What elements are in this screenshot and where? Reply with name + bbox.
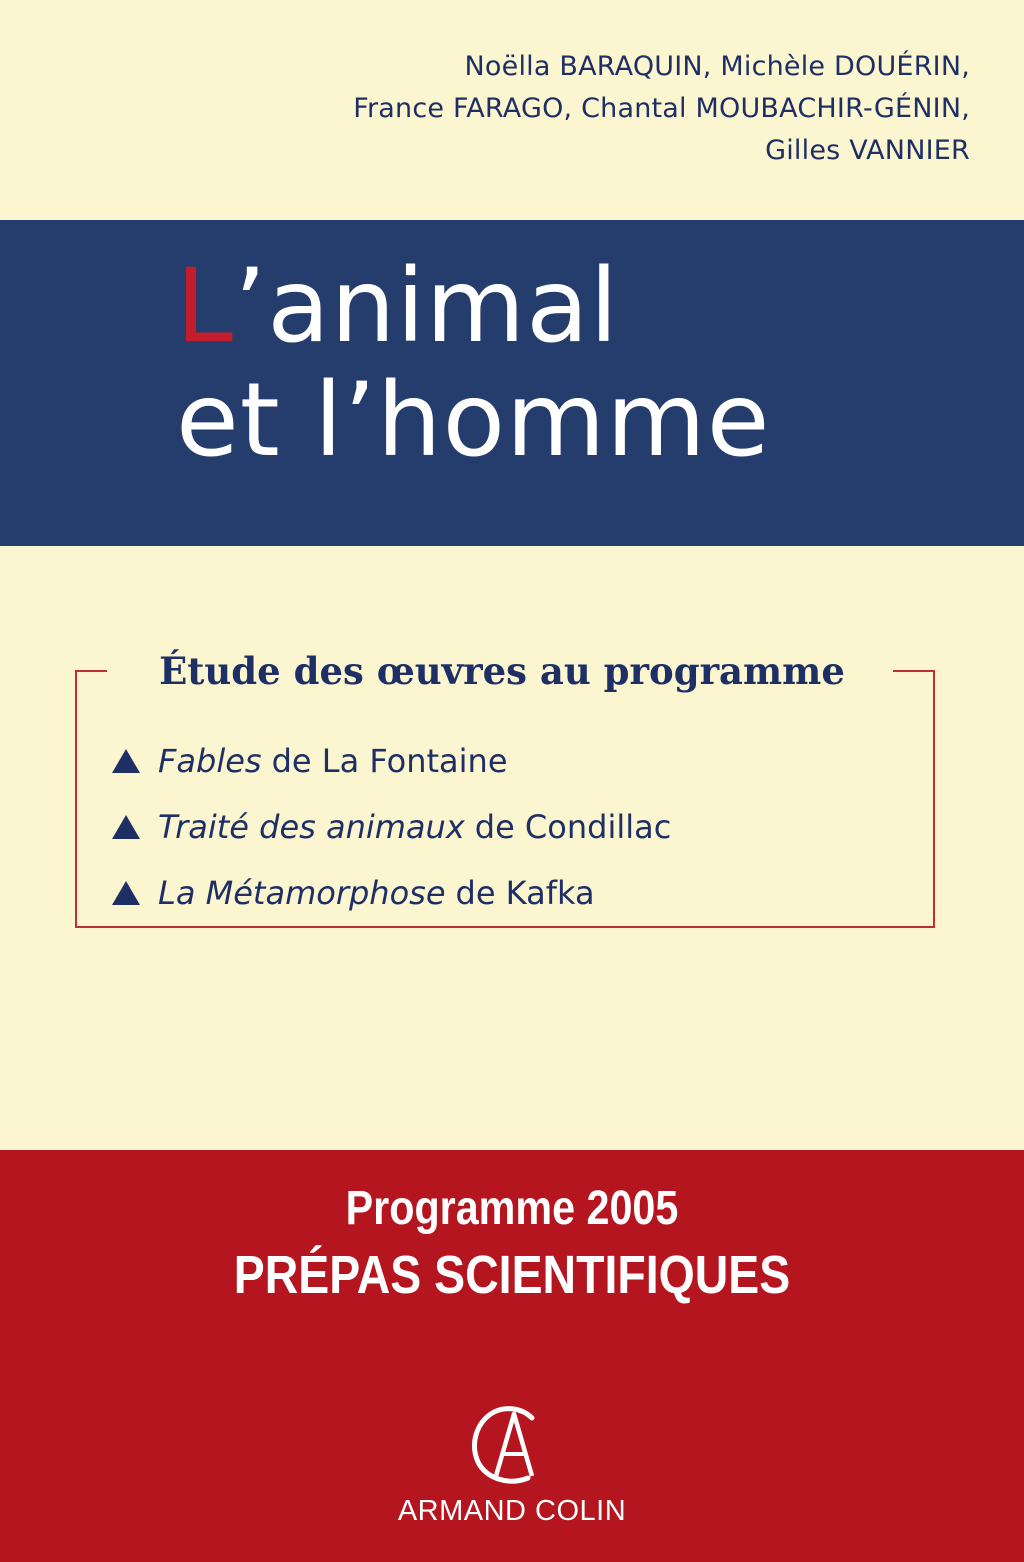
author-line: France FARAGO, Chantal MOUBACHIR-GÉNIN, — [353, 93, 970, 124]
work-author: de La Fontaine — [271, 742, 508, 780]
triangle-bullet-icon — [112, 749, 140, 773]
frame-top-left-segment — [75, 670, 107, 672]
works-list — [112, 728, 671, 926]
list-item — [112, 728, 671, 794]
program-year: Programme 2005 — [345, 1182, 679, 1235]
frame-top-right-segment — [893, 670, 935, 672]
author-list — [353, 46, 970, 172]
program-level: PRÉPAS SCIENTIFIQUES — [233, 1245, 791, 1305]
work-title: Traité des animaux — [158, 808, 465, 846]
work-author: de Kafka — [455, 874, 595, 912]
triangle-bullet-icon — [112, 815, 140, 839]
list-item — [112, 860, 671, 926]
title-line-2: et l’homme — [176, 361, 771, 480]
work-title: Fables — [158, 742, 262, 780]
program-text — [72, 1176, 953, 1308]
publisher-name: ARMAND COLIN — [397, 1495, 627, 1527]
work-title: La Métamorphose — [158, 874, 446, 912]
triangle-bullet-icon — [112, 881, 140, 905]
author-line: Gilles VANNIER — [765, 135, 970, 166]
armand-colin-ac-monogram-icon — [462, 1400, 562, 1490]
work-author: de Condillac — [474, 808, 672, 846]
author-line: Noëlla BARAQUIN, Michèle DOUÉRIN, — [464, 51, 970, 82]
title-line-1 — [176, 247, 770, 366]
list-item — [112, 794, 671, 860]
book-title — [176, 247, 771, 480]
title-line-1-rest: ’animal — [233, 247, 619, 366]
title-initial: L — [176, 247, 234, 366]
study-box-heading: Étude des œuvres au programme — [159, 649, 845, 693]
